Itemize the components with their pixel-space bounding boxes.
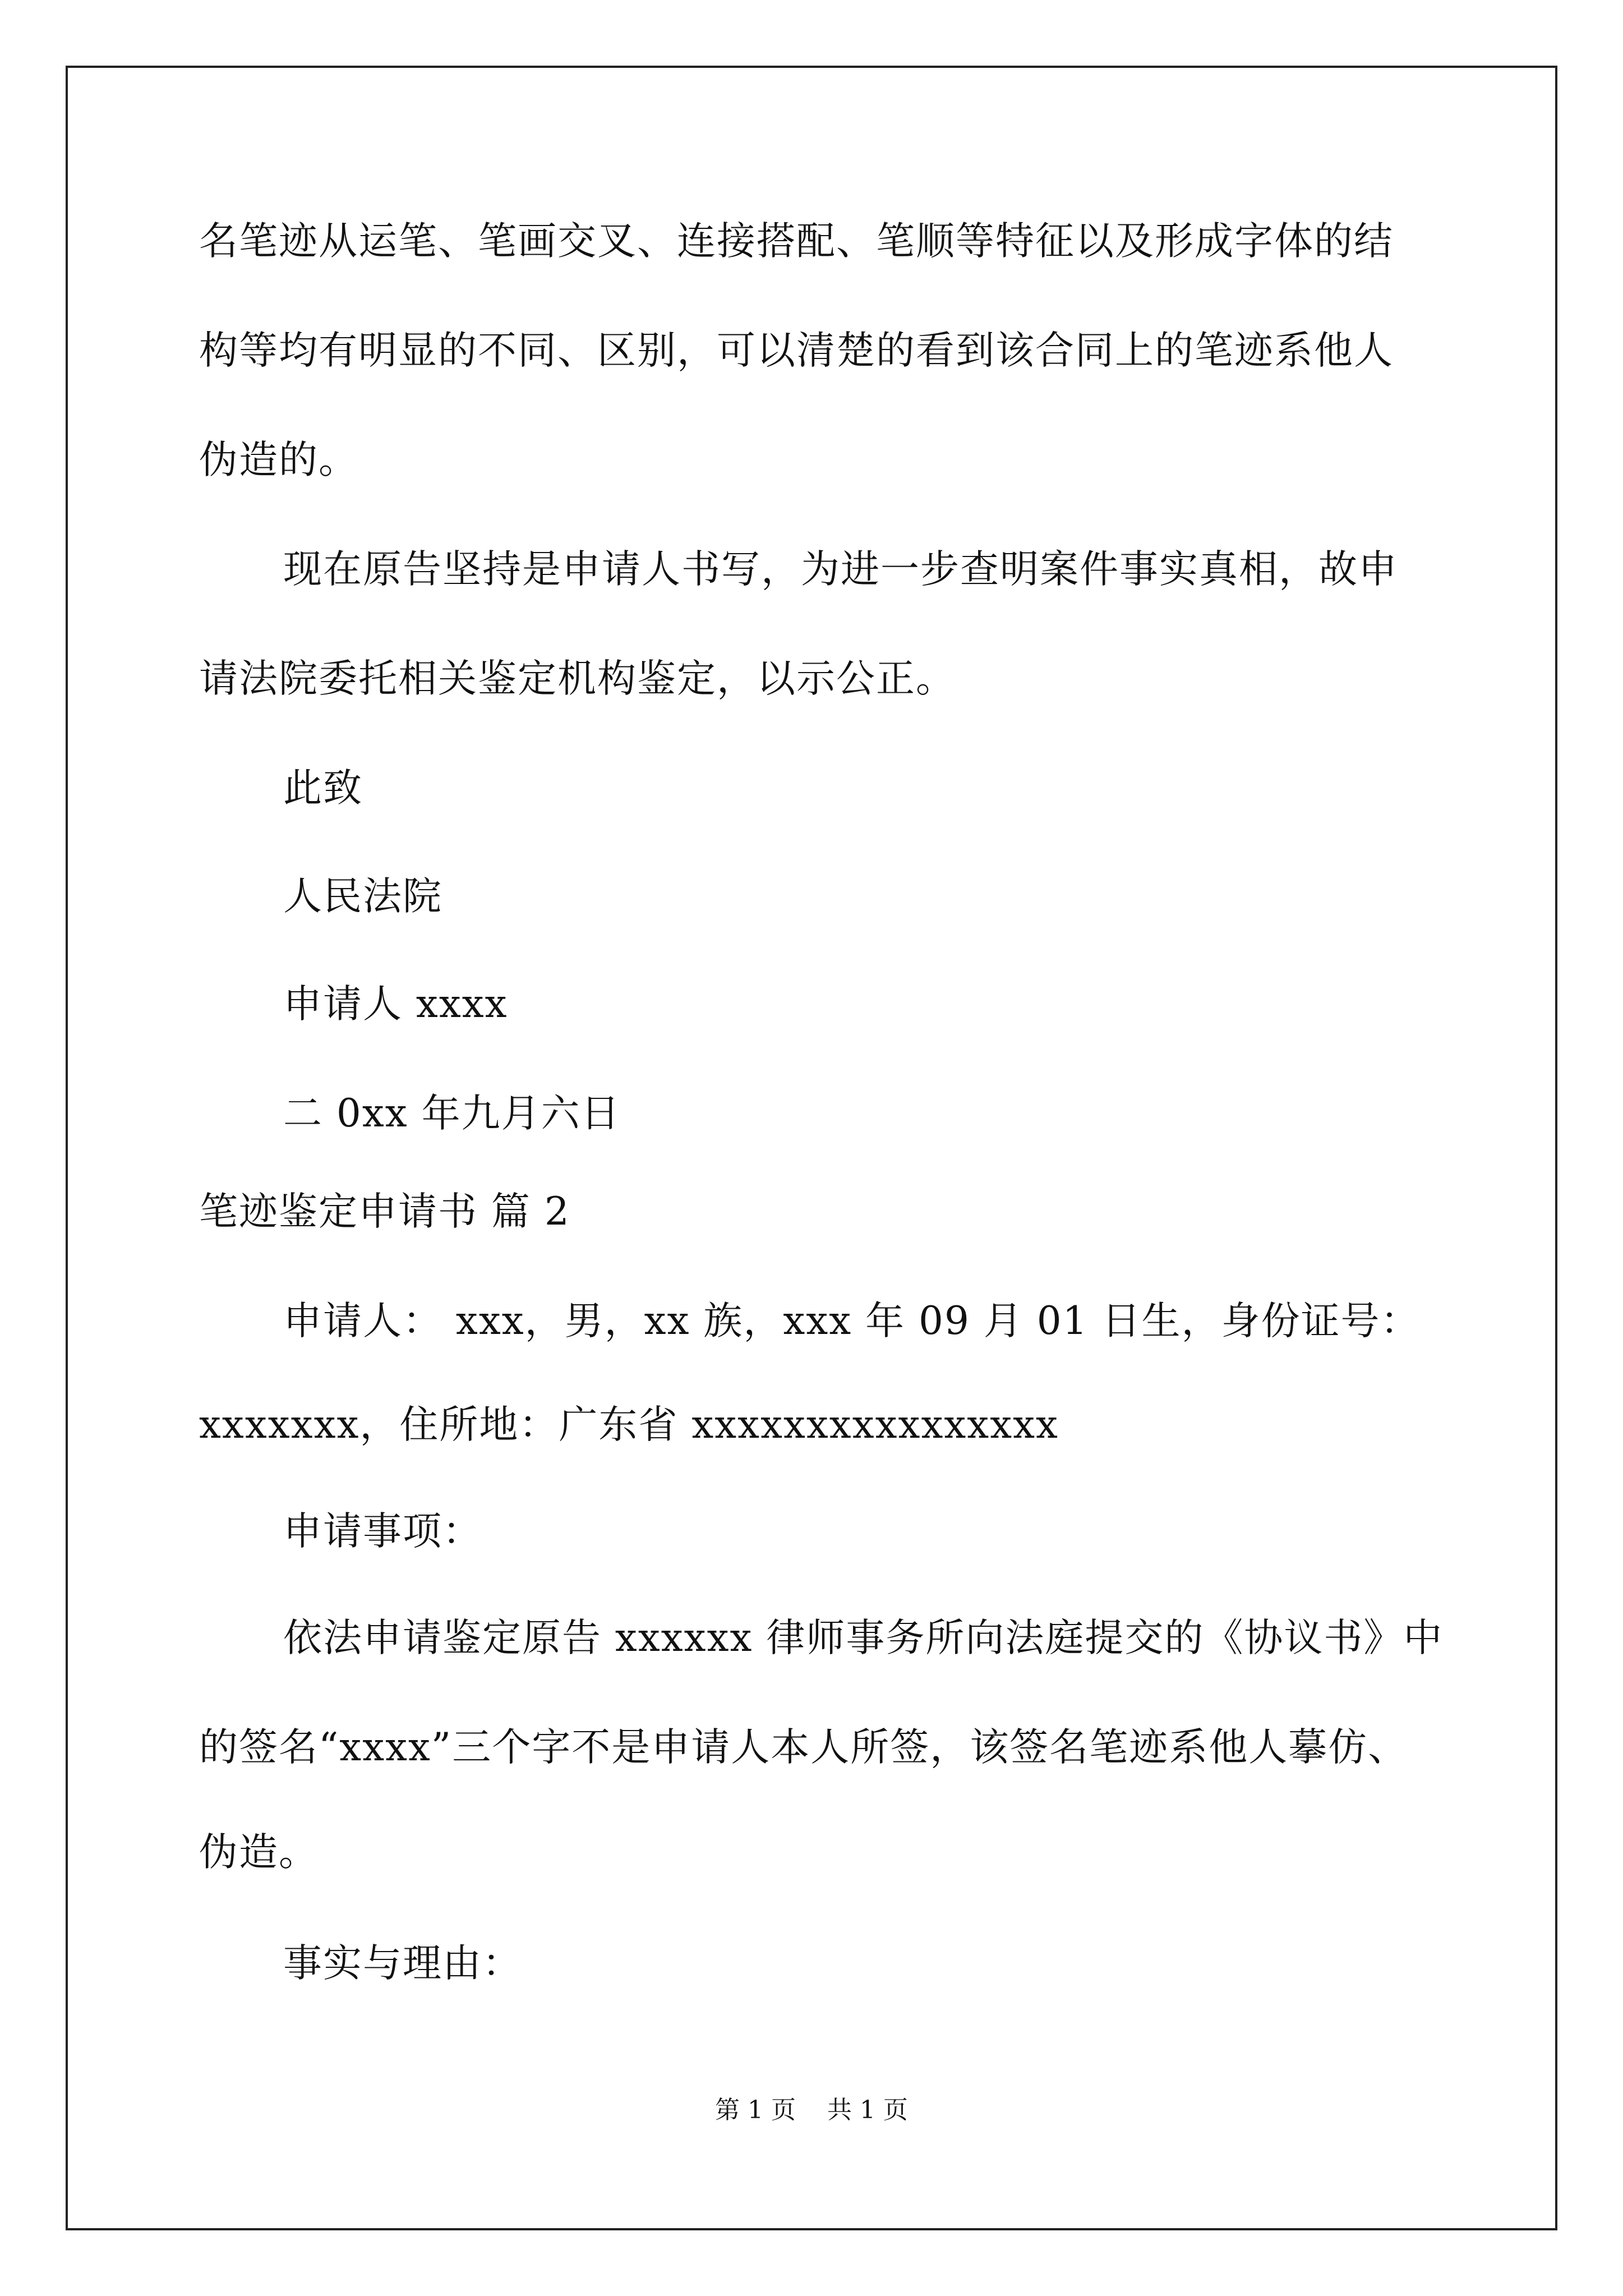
page-border bbox=[66, 66, 1557, 2230]
text-line: 构等均有明显的不同、区别，可以清楚的看到该合同上的笔迹系他人 bbox=[199, 328, 1394, 373]
recipient: 人民法院 bbox=[283, 874, 442, 919]
salutation: 此致 bbox=[283, 766, 363, 811]
paragraph-first-line: 依法申请鉴定原告 xxxxxx 律师事务所向法庭提交的《协议书》中 bbox=[283, 1616, 1444, 1660]
subheading-reasons: 事实与理由： bbox=[283, 1941, 522, 1986]
text-line: 名笔迹从运笔、笔画交叉、连接搭配、笔顺等特征以及形成字体的结 bbox=[199, 219, 1394, 264]
applicant-info: 申请人： xxx，男，xx 族，xxx 年 09 月 01 日生，身份证号： bbox=[283, 1299, 1421, 1343]
text-line: 请法院委托相关鉴定机构鉴定，以示公正。 bbox=[199, 656, 956, 701]
page-footer: 第 1 页 共 1 页 bbox=[715, 2096, 908, 2124]
subheading-request: 申请事项： bbox=[283, 1509, 482, 1554]
document-date: 二 0xx 年九月六日 bbox=[283, 1091, 621, 1136]
applicant-signature: 申请人 xxxx bbox=[283, 982, 508, 1027]
text-line: xxxxxxx，住所地：广东省 xxxxxxxxxxxxxxxx bbox=[199, 1402, 1059, 1447]
text-line: 的签名“xxxx”三个字不是申请人本人所签，该签名笔迹系他人摹仿、 bbox=[199, 1725, 1408, 1770]
section-heading: 笔迹鉴定申请书 篇 2 bbox=[199, 1189, 570, 1234]
paragraph-first-line: 现在原告坚持是申请人书写，为进一步查明案件事实真相，故申 bbox=[283, 547, 1398, 592]
text-line: 伪造。 bbox=[199, 1830, 319, 1875]
text-line: 伪造的。 bbox=[199, 438, 358, 482]
